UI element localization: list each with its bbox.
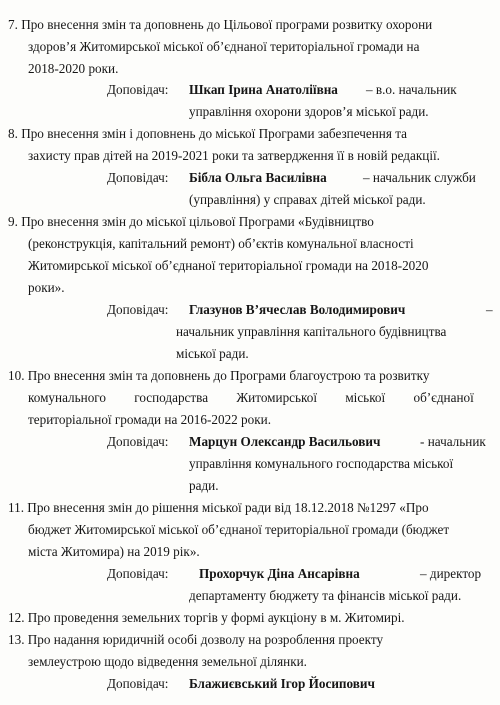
- speaker-label: Доповідач:: [107, 82, 169, 97]
- speaker-position-cont: (управління) у справах дітей міської ради.: [189, 192, 426, 207]
- item-7-line-1: 7. Про внесення змін та доповнень до Цільової програми розвитку охорони: [8, 17, 433, 32]
- speaker-position-cont: ради.: [189, 478, 219, 493]
- speaker-position: – в.о. начальник: [366, 82, 457, 97]
- item-7-line-3: 2018-2020 роки.: [28, 61, 119, 76]
- item-9-line-3: Житомирської міської об’єднаної територіальної громади на 2018-2020: [28, 258, 429, 273]
- item-11-line-1: 11. Про внесення змін до рішення міської ради від 18.12.2018 №1297 «Про: [8, 500, 429, 515]
- speaker-position: – начальник служби: [363, 170, 476, 185]
- speaker-position: – директор: [420, 566, 482, 581]
- speaker-label: Доповідач:: [107, 676, 169, 691]
- item-11-line-2: бюджет Житомирської міської об’єднаної територіальної громади (бюджет: [28, 522, 450, 537]
- item-9-line-4: роки».: [28, 280, 65, 295]
- item-10-line-1: 10. Про внесення змін та доповнень до Програми благоустрою та розвитку: [8, 368, 430, 383]
- item-13-line-2: землеустрою щодо відведення земельної ділянки.: [28, 654, 307, 669]
- speaker-name: Марцун Олександр Васильович: [189, 434, 381, 449]
- speaker-label: Доповідач:: [107, 566, 169, 581]
- item-10-line-3: територіальної громади на 2016-2022 роки.: [28, 412, 271, 427]
- speaker-label: Доповідач:: [107, 434, 169, 449]
- speaker-name: Глазунов В’ячеслав Володимирович: [189, 302, 406, 317]
- speaker-dash: –: [486, 302, 493, 317]
- speaker-position: - начальник: [420, 434, 486, 449]
- item-11-line-3: міста Житомира) на 2019 рік».: [28, 544, 200, 559]
- item-13-line-1: 13. Про надання юридичній особі дозволу на розроблення проекту: [8, 632, 384, 647]
- item-8-line-2: захисту прав дітей на 2019-2021 роки та затвердження її в новій редакції.: [28, 148, 440, 163]
- item-12-line-1: 12. Про проведення земельних торгів у формі аукціону в м. Житомирі.: [8, 610, 405, 625]
- item-9-line-2: (реконструкція, капітальний ремонт) об’єктів комунальної власності: [28, 236, 414, 251]
- speaker-name: Блажиєвський Ігор Йосипович: [189, 676, 375, 691]
- speaker-name: Шкап Ірина Анатоліївна: [189, 82, 338, 97]
- item-8-line-1: 8. Про внесення змін і доповнень до міської Програми забезпечення та: [8, 126, 407, 141]
- item-9-line-1: 9. Про внесення змін до міської цільової Програми «Будівництво: [8, 214, 374, 229]
- speaker-name: Прохорчук Діна Ансарівна: [199, 566, 360, 581]
- speaker-position-cont: управління комунального господарства міської: [189, 456, 454, 471]
- speaker-position-cont: управління охорони здоров’я міської ради.: [189, 104, 429, 119]
- item-10-line-2: комунального господарства Житомирської міської об’єднаної: [28, 390, 474, 405]
- item-7-line-2: здоров’я Житомирської міської об’єднаної територіальної громади на: [28, 39, 420, 54]
- speaker-label: Доповідач:: [107, 170, 169, 185]
- speaker-position-cont: міської ради.: [176, 346, 249, 361]
- speaker-position-cont: департаменту бюджету та фінансів міської ради.: [189, 588, 462, 603]
- speaker-label: Доповідач:: [107, 302, 169, 317]
- speaker-position: начальник управління капітального будівництва: [176, 324, 447, 339]
- speaker-name: Бібла Ольга Василівна: [189, 170, 327, 185]
